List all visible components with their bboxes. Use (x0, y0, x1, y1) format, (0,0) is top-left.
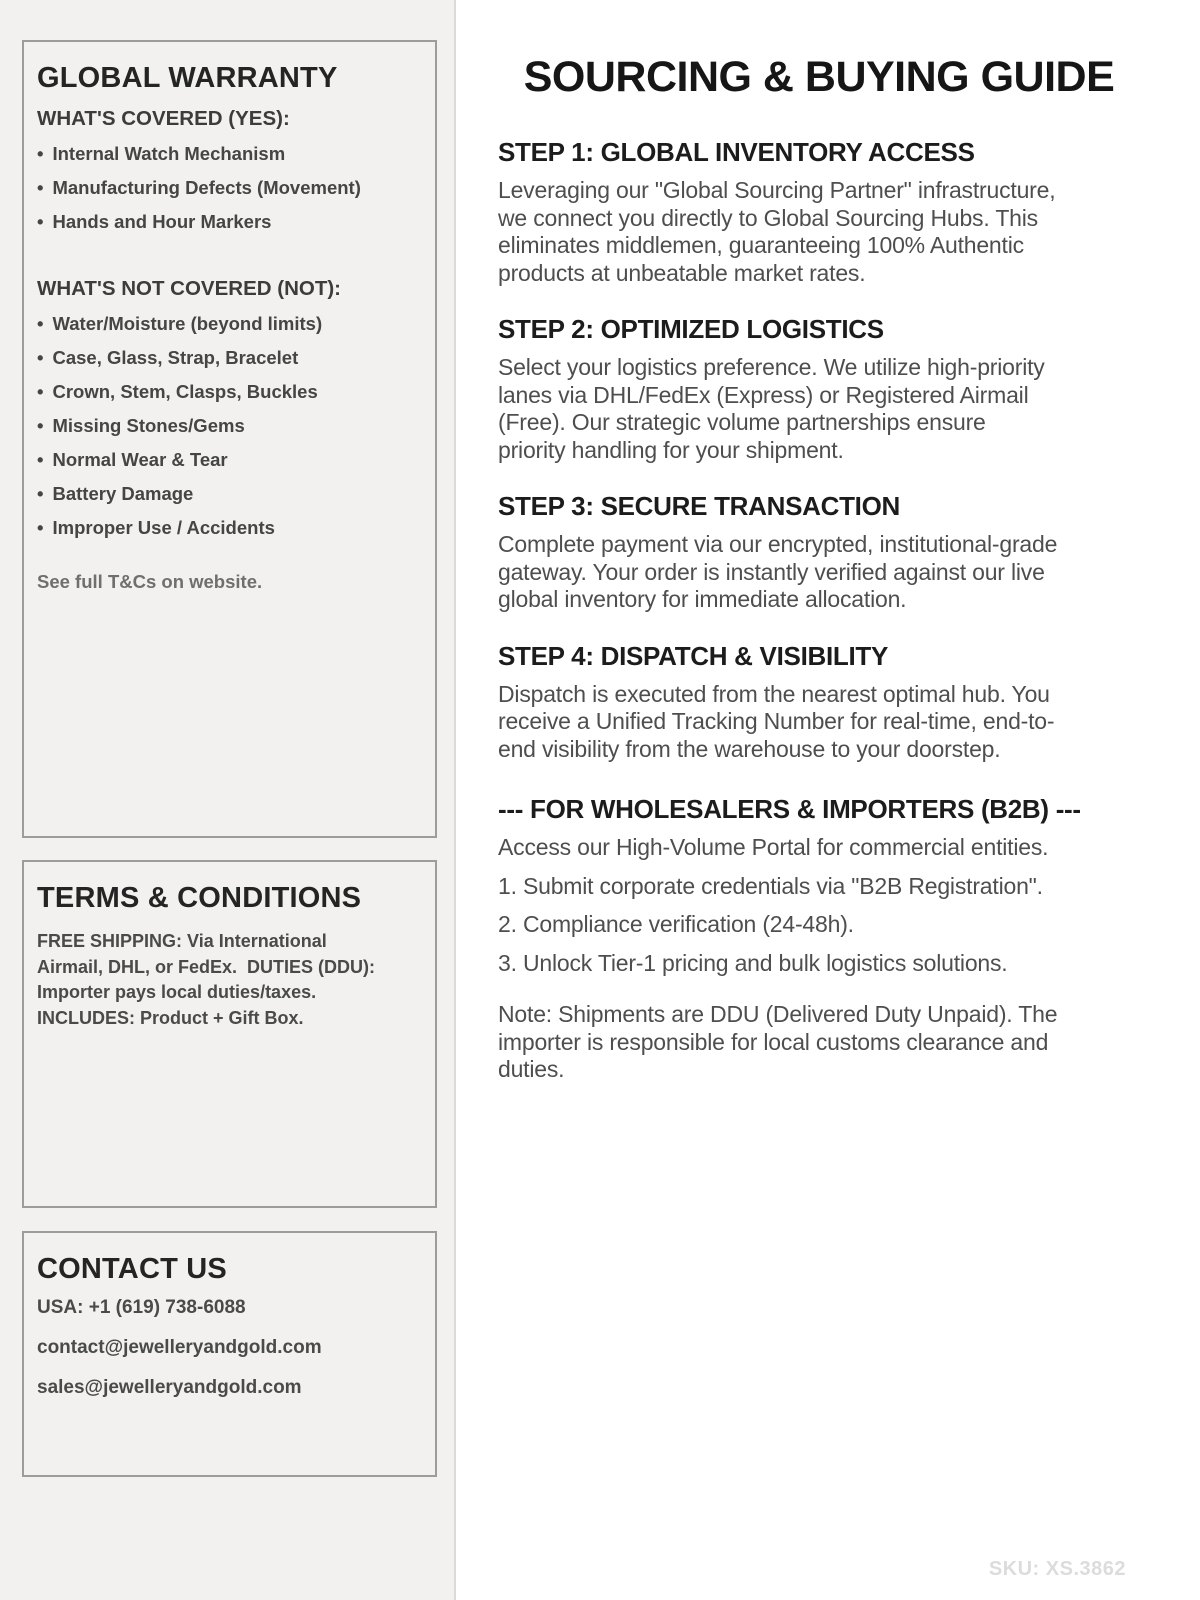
b2b-paragraph: 3. Unlock Tier-1 pricing and bulk logistics solutions. (498, 949, 1008, 976)
b2b-paragraphs (498, 834, 1140, 977)
not-covered-item: • Crown, Stem, Clasps, Buckles (37, 375, 419, 409)
step-section (498, 136, 1140, 287)
contact-line: sales@jewelleryandgold.com (37, 1377, 302, 1398)
contact-line: USA: +1 (619) 738-6088 (37, 1297, 246, 1318)
b2b-paragraph: 2. Compliance verification (24-48h). (498, 911, 854, 937)
not-covered-list (37, 307, 419, 545)
b2b-note: Note: Shipments are DDU (Delivered Duty Unpaid). The importer is responsible for local customs clearance and duties. (498, 1001, 1058, 1082)
not-covered-item: • Missing Stones/Gems (37, 409, 419, 443)
covered-list (37, 137, 419, 239)
step-heading: STEP 4: DISPATCH & VISIBILITY (498, 640, 889, 671)
contact-line: contact@jewelleryandgold.com (37, 1337, 322, 1358)
covered-item: • Hands and Hour Markers (37, 205, 419, 239)
step-body: Dispatch is executed from the nearest optimal hub. You receive a Unified Tracking Number for real-time, end-to-end visibility from the warehouse to your doorstep. (498, 680, 1055, 762)
terms-body: FREE SHIPPING: Via International Airmail, DHL, or FedEx. DUTIES (DDU): Importer pays local duties/taxes. INCLUDES: Product + Gift Box. (37, 931, 381, 1028)
step-heading: STEP 2: OPTIMIZED LOGISTICS (498, 314, 884, 344)
step-heading: STEP 3: SECURE TRANSACTION (498, 491, 900, 521)
not-covered-item: • Case, Glass, Strap, Bracelet (37, 341, 419, 375)
step-body: Complete payment via our encrypted, institutional-grade gateway. Your order is instantly verified against our live global inventory for immediate allocation. (498, 531, 1058, 612)
step-section (498, 640, 1140, 764)
step-body: Select your logistics preference. We utilize high-priority lanes via DHL/FedEx (Express) or Registered Airmail (Free). Our strategic volume partnerships ensure priority handling for your shipment. (498, 354, 1045, 463)
terms-title: TERMS & CONDITIONS (37, 882, 362, 914)
b2b-section (498, 793, 1140, 1084)
covered-item: • Manufacturing Defects (Movement) (37, 171, 419, 205)
covered-heading: WHAT'S COVERED (YES): (37, 107, 290, 130)
b2b-paragraph: Access our High-Volume Portal for commercial entities. (498, 834, 1049, 860)
warranty-footnote: See full T&Cs on website. (37, 571, 263, 592)
contact-title: CONTACT US (37, 1253, 227, 1285)
sidebar (0, 0, 456, 1600)
warranty-title: GLOBAL WARRANTY (37, 62, 338, 94)
step-section (498, 490, 1140, 614)
covered-item: • Internal Watch Mechanism (37, 137, 419, 171)
contact-panel (22, 1231, 437, 1477)
step-heading: STEP 1: GLOBAL INVENTORY ACCESS (498, 137, 975, 167)
b2b-heading: --- FOR WHOLESALERS & IMPORTERS (B2B) --- (498, 794, 1081, 824)
sku-label: SKU: XS.3862 (988, 1558, 1126, 1580)
not-covered-item: • Normal Wear & Tear (37, 443, 419, 477)
not-covered-heading: WHAT'S NOT COVERED (NOT): (37, 277, 341, 300)
not-covered-item: • Water/Moisture (beyond limits) (37, 307, 419, 341)
page-title: SOURCING & BUYING GUIDE (523, 53, 1115, 101)
b2b-paragraph: 1. Submit corporate credentials via "B2B Registration". (498, 872, 1043, 899)
not-covered-item: • Improper Use / Accidents (37, 511, 419, 545)
terms-panel (22, 860, 437, 1208)
steps-list (498, 136, 1140, 763)
not-covered-item: • Battery Damage (37, 477, 419, 511)
main-column (458, 0, 1200, 1600)
step-body: Leveraging our "Global Sourcing Partner" infrastructure, we connect you directly to Global Sourcing Hubs. This eliminates middlemen, guaranteeing 100% Authentic products at unbeatable market rates. (498, 177, 1056, 286)
step-section (498, 313, 1140, 464)
warranty-panel (22, 40, 437, 838)
contact-list (37, 1296, 419, 1399)
